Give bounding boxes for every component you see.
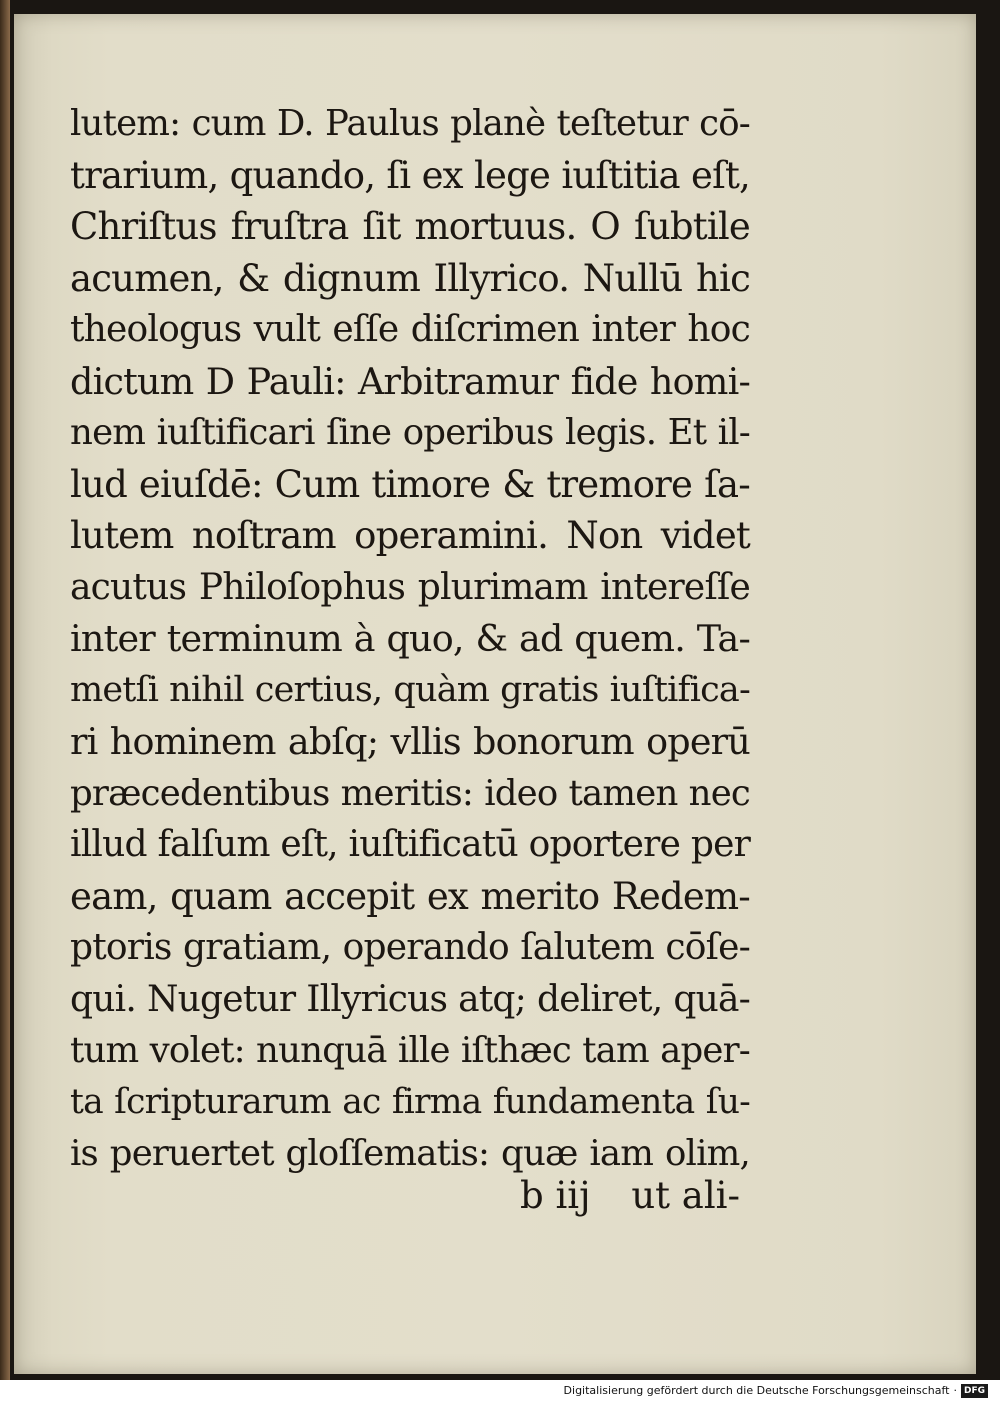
text-line: ri hominem abſq; vllis bonorum operū xyxy=(70,720,750,763)
digitization-credit xyxy=(564,1384,988,1398)
text-line: Chriſtus fruſtra ſit mortuus. O ſubtile xyxy=(70,205,750,248)
text-line: ptoris gratiam, operando ſalutem cōſe- xyxy=(70,927,750,968)
text-line: ta ſcripturarum ac firma fundamenta ſu- xyxy=(70,1081,750,1122)
text-line: inter terminum à quo, & ad quem. Ta- xyxy=(70,617,750,660)
text-line: is peruertet gloſſematis: quæ iam olim, xyxy=(70,1133,750,1174)
book-spine-edge xyxy=(0,0,10,1380)
text-line: tum volet: nunquā ille iſthæc tam aper- xyxy=(70,1030,750,1071)
text-line: dictum D Pauli: Arbitramur fide homi- xyxy=(70,359,750,403)
page-foot-line xyxy=(70,1170,740,1222)
credit-text: Digitalisierung gefördert durch die Deutsche Forschungsgemeinschaft xyxy=(563,1384,950,1397)
text-line: lutem noſtram operamini. Non videt xyxy=(70,514,750,557)
dfg-logo-icon: DFG xyxy=(961,1384,988,1398)
text-line: illud falſum eſt, iuſtificatū oportere per xyxy=(70,824,750,865)
text-line: qui. Nugetur Illyricus atq; deliret, quā- xyxy=(70,978,750,1020)
text-line: acutus Philoſophus plurimam intereſſe xyxy=(70,566,750,608)
text-line: theologus vult eſſe diſcrimen inter hoc xyxy=(70,309,750,350)
separator-dot: · xyxy=(953,1384,957,1397)
page-body-text xyxy=(70,98,750,1180)
text-line: præcedentibus meritis: ideo tamen nec xyxy=(70,772,750,814)
text-line: metſi nihil certius, quàm gratis iuſtifica- xyxy=(70,669,750,710)
catchword: ut ali- xyxy=(631,1174,740,1217)
text-line: lud eiuſdē: Cum timore & tremore ſa- xyxy=(70,462,750,506)
text-line: eam, quam accepit ex merito Redem- xyxy=(70,874,750,918)
text-line: acumen, & dignum Illyrico. Nullū hic xyxy=(70,256,750,300)
text-line: lutem: cum D. Paulus planè teſtetur cō- xyxy=(70,103,750,144)
text-line: nem iuſtificari ſine operibus legis. Et il- xyxy=(70,412,750,453)
signature-mark: b iij xyxy=(520,1174,591,1217)
text-line: trarium, quando, ſi ex lege iuſtitia eſt, xyxy=(70,153,750,197)
